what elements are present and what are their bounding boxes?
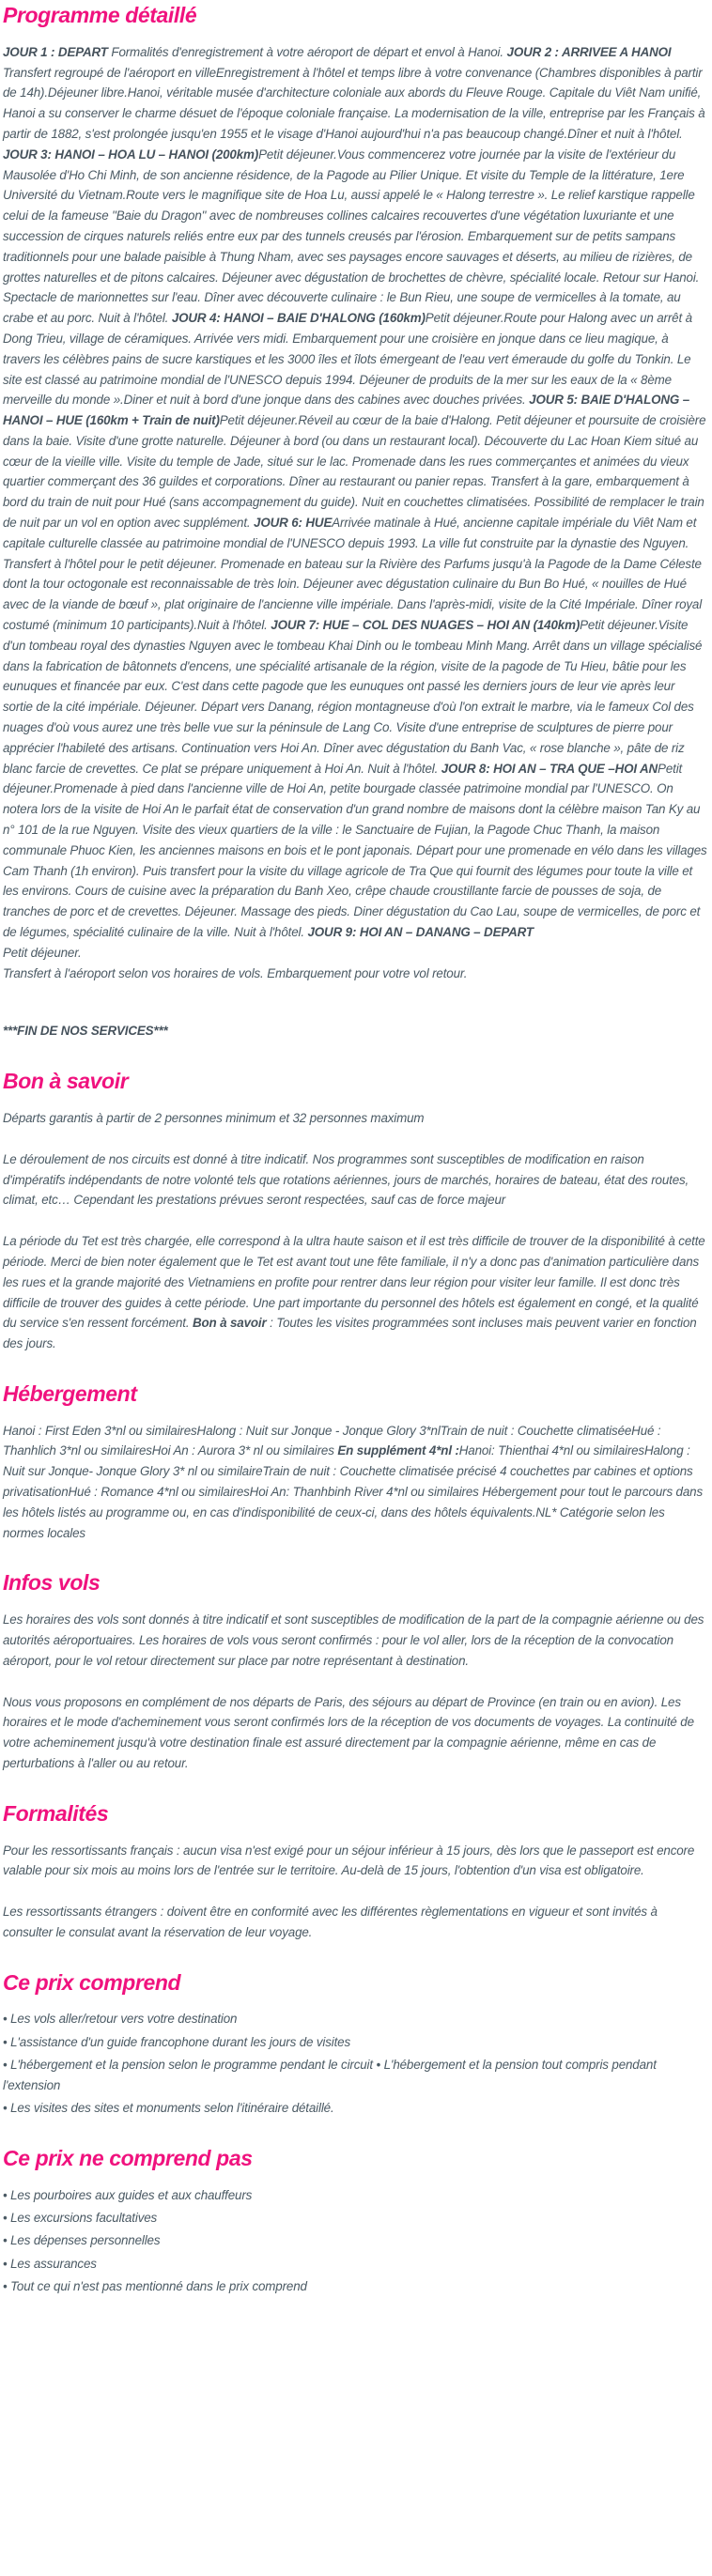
- bold-text: JOUR 4: HANOI – BAIE D'HALONG (160km): [171, 311, 426, 326]
- bold-text: JOUR 2 : ARRIVEE A HANOI: [506, 44, 672, 59]
- programme-itinerary-text: JOUR 1 : DEPART Formalités d'enregistrement à votre aéroport de départ et envol à Hanoi. JOUR 2 : ARRIVEE A HANOI Transfert regroupé de l'aéroport en villeEnregistrement à l'hôtel et temps libre à votre convenance (Chambres disponibles à partir de 14h).Déjeuner libre.Hanoi, véritable musée d'architecture coloniale aux abords du Fleuve Rouge. Capitale du Viêt Nam unifié, Hanoi a su conserver le charme désuet de l'époque coloniale française. La modernisation de la ville, entreprise par les Français à partir de 1882, s'est prolongée jusqu'en 1955 et le visage d'Hanoi aujourd'hui n'a pas beaucoup changé.Dîner et nuit à l'hôtel. JOUR 3: HANOI – HOA LU – HANOI (200km)Petit déjeuner.Vous commencerez votre journée par la visite de l'extérieur du Mausolée d'Ho Chi Minh, de son ancienne résidence, de la Pagode au Pilier Unique. Et visite du Temple de la littérature, 1ere Université du Vietnam.Route vers le magnifique site de Hoa Lu, aussi appelé le « Halong terrestre ». Le relief karstique rappelle celui de la fameuse "Baie du Dragon" avec de nombreuses collines calcaires recouvertes d'une végétation luxuriante et une succession de cirques naturels reliés entre eux par des tunnels creusés par l'érosion. Embarquement sur de petits sampans traditionnels pour une balade paisible à Thung Nham, avec ses paysages encore sauvages et déserts, au milieu de rizières, de grottes naturelles et de pitons calcaires. Déjeuner avec dégustation de brochettes de chèvre, spécialité locale. Retour sur Hanoi. Spectacle de marionnettes sur l'eau. Dîner avec découverte culinaire : le Bun Rieu, une soupe de vermicelles à la tomate, au crabe et au porc. Nuit à l'hôtel. JOUR 4: HANOI – BAIE D'HALONG (160km)Petit déjeuner.Route pour Halong avec un arrêt à Dong Trieu, village de céramiques. Arrivée vers midi. Embarquement pour une croisière en jonque dans ce lieu magique, à travers les célèbres pains de sucre karstiques et les 3000 îles et îlots émergeant de l'eau vert émeraude du golfe du Tonkin. Le site est classé au patrimoine mondial de l'UNESCO depuis 1994. Déjeuner de produits de la mer sur les eaux de la « 8ème merveille du monde ».Diner et nuit à bord d'une jonque dans des cabines avec douches privées. JOUR 5: BAIE D'HALONG – HANOI – HUE (160km + Train de nuit)Petit déjeuner.Réveil au cœur de la baie d'Halong. Petit déjeuner et poursuite de croisière dans la baie. Visite d'une grotte naturelle. Déjeuner à bord (ou dans un restaurant local). Découverte du Lac Hoan Kiem situé au cœur de la vieille ville. Visite du temple de Jade, situé sur le lac. Promenade dans les rues commerçantes et animées du vieux quartier commerçant des 36 guildes et corporations. Dîner au restaurant ou panier repas. Transfert à la gare, embarquement à bord du train de nuit pour Hué (sans accompagnement du guide). Nuit en couchettes climatisées. Possibilité de remplacer le train de nuit par un vol en option avec supplément. JOUR 6: HUEArrivée matinale à Hué, ancienne capitale impériale du Viêt Nam et capitale culturelle classée au patrimoine mondial de l'UNESCO depuis 1993. La ville fut construite par la dynastie des Nguyen. Transfert à l'hôtel pour le petit déjeuner. Promenade en bateau sur la Rivière des Parfums jusqu'à la Pagode de la Dame Céleste dont la tour octogonale est reconnaissable de très loin. Déjeuner avec dégustation culinaire du Bun Bo Hué, « nouilles de Hué avec de la viande de bœuf », plat originaire de l'ancienne ville impériale. Dans l'après-midi, visite de la Cité Impériale. Dîner royal costumé (minimum 10 participants).Nuit à l'hôtel. JOUR 7: HUE – COL DES NUAGES – HOI AN (140km)Petit déjeuner.Visite d'un tombeau royal des dynasties Nguyen avec le tombeau Khai Dinh ou le tombeau Minh Mang. Arrêt dans un village spécialisé dans la fabrication de bâtonnets d'encens, une spécialité artisanale de la région, visite de la pagode de Tu Hieu, bâtie pour les eunuques et financée par eux. C'est dans cette pagode que les eunuques ont passé les derniers jours de leur vie après leur sortie de la cité impériale. Déjeuner. Départ vers Danang, région montagneuse d'où l'on extrait le marbre, via le fameux Col des nuages d'où vous aurez une très belle vue sur la péninsule de Lang Co. Visite d'une entreprise de sculptures de pierre pour apprécier l'habileté des artisans. Continuation vers Hoi An. Dîner avec dégustation du Banh Vac, « rose blanche », pâte de riz blanc farcie de crevettes. Ce plat se prépare uniquement à Hoi An. Nuit à l'hôtel. JOUR 8: HOI AN – TRA QUE –HOI ANPetit déjeuner.Promenade à pied dans l'ancienne ville de Hoi An, petite bourgade classée patrimoine mondial par l'UNESCO. On notera lors de la visite de Hoi An le parfait état de conservation d'un grand nombre de maisons dont la célèbre maison Tan Ky au n° 101 de la rue Nguyen. Visite des vieux quartiers de la ville : le Sanctuaire de Fujian, la Pagode Chuc Thanh, la maison communale Phuoc Kien, les anciennes maisons en bois et le pont japonais. Départ pour une promenade en vélo dans les villages Cam Thanh (1h environ). Puis transfert pour la visite du village agricole de Tra Que qui fournit des légumes pour toute la ville et les environs. Cours de cuisine avec la préparation du Banh Xeo, crêpe chaude croustillante farcie de pousses de soja, de tranches de porc et de crevettes. Déjeuner. Massage des pieds. Diner dégustation du Cao Lau, soupe de vermicelles, de porc et de légumes, spécialité culinaire de la ville. Nuit à l'hôtel. JOUR 9: HOI AN – DANANG – DEPART Petit déjeuner. Transfert à l'aéroport selon vos horaires de vols. Embarquement pour votre vol retour.: [3, 44, 707, 980]
- section-title-ce-prix-comprend: Ce prix comprend: [3, 1969, 181, 1995]
- section-infos-vols: [3, 1569, 707, 1773]
- section-title-hebergement: Hébergement: [3, 1381, 137, 1406]
- list-item: • L'hébergement et la pension selon le programme pendant le circuit • L'hébergement et la pension tout compris pendant l'extension: [3, 2058, 657, 2092]
- section-programme-detaille: [3, 2, 707, 1041]
- section-title-programme-detaille: Programme détaillé: [3, 3, 197, 27]
- bold-text: JOUR 7: HUE – COL DES NUAGES – HOI AN (140km): [271, 618, 580, 633]
- bon-a-savoir-deroulement: Le déroulement de nos circuits est donné à titre indicatif. Nos programmes sont susceptibles de modification en raison d'impératifs indépendants de notre volonté tels que rotations aériennes, jours de marchés, horaires de bateau, état des routes, climat, etc… Cependant les prestations prévues seront respectées, sauf cas de force majeur: [3, 1151, 689, 1208]
- bold-text: JOUR 8: HOI AN – TRA QUE –HOI AN: [441, 761, 658, 776]
- bold-text: JOUR 3: HANOI – HOA LU – HANOI (200km): [3, 147, 259, 162]
- itinerary-document: [3, 2, 707, 2297]
- section-formalites: [3, 1800, 707, 1943]
- list-item: • Les visites des sites et monuments selon l'itinéraire détaillé.: [3, 2101, 334, 2116]
- formalites-etrangers: Les ressortissants étrangers : doivent être en conformité avec les différentes règlementations en vigueur et sont invités à consulter le consulat avant la réservation de leur voyage.: [3, 1905, 658, 1939]
- section-ce-prix-comprend: [3, 1969, 707, 2119]
- section-title-bon-a-savoir: Bon à savoir: [3, 1069, 129, 1094]
- section-hebergement: [3, 1381, 707, 1544]
- section-bon-a-savoir: [3, 1068, 707, 1354]
- list-item: • Les excursions facultatives: [3, 2211, 158, 2225]
- list-item: • Tout ce qui n'est pas mentionné dans le prix comprend: [3, 2278, 307, 2293]
- bold-text: JOUR 1 : DEPART: [3, 44, 112, 59]
- infos-vols-horaires: Les horaires des vols sont donnés à titre indicatif et sont susceptibles de modification de la part de la compagnie aérienne ou des autorités aéroportuaires. Les horaires de vols vous seront confirmés : pour le vol aller, lors de la réception de la convocation aéroport, pour le vol retour directement sur place par notre représentant à destination.: [3, 1612, 704, 1668]
- list-item: • Les pourboires aux guides et aux chauffeurs: [3, 2187, 253, 2202]
- fin-de-nos-services-line: ***FIN DE NOS SERVICES***: [3, 1024, 168, 1039]
- list-item: • Les dépenses personnelles: [3, 2233, 161, 2248]
- section-title-formalites: Formalités: [3, 1800, 109, 1826]
- bold-text: JOUR 6: HUE: [254, 516, 333, 531]
- list-item: • Les assurances: [3, 2256, 97, 2271]
- bon-a-savoir-departs-garantis: Départs garantis à partir de 2 personnes minimum et 32 personnes maximum: [3, 1110, 425, 1125]
- bold-text: Bon à savoir: [192, 1316, 267, 1331]
- bon-a-savoir-periode-tet: La période du Tet est très chargée, elle correspond à la ultra haute saison et il est très difficile de trouver de la disponibilité à cette période. Merci de bien noter également que le Tet est avant tout une fête familiale, il n'y a donc pas d'animation particulière dans les rues et la grande majorité des Vietnamiens en profite pour rentrer dans leur région pour visiter leur famille. Il est donc très difficile de trouver des guides à cette période. Une part importante du personnel des hôtels est également en congé, et la qualité du service s'en ressent forcément. Bon à savoir : Toutes les visites programmées sont incluses mais peuvent varier en fonction des jours.: [3, 1234, 705, 1351]
- bold-text: JOUR 9: HOI AN – DANANG – DEPART: [307, 925, 534, 940]
- section-title-ce-prix-ne-comprend-pas: Ce prix ne comprend pas: [3, 2145, 253, 2170]
- infos-vols-province: Nous vous proposons en complément de nos départs de Paris, des séjours au départ de Province (en train ou en avion). Les horaires et le mode d'acheminement vous seront confirmés lors de la réception de vos documents de voyages. La continuité de votre acheminement jusqu'à votre destination finale est assuré directement par la compagnie aérienne, même en cas de perturbations à l'aller ou au retour.: [3, 1694, 694, 1770]
- prix-comprend-list: [3, 2009, 707, 2118]
- formalites-francais: Pour les ressortissants français : aucun visa n'est exigé pour un séjour inférieur à 15 jours, dès lors que le passeport est encore valable pour six mois au moins lors de l'entrée sur le territoire. Au-delà de 15 jours, l'obtention d'un visa est obligatoire.: [3, 1843, 695, 1878]
- section-ce-prix-ne-comprend-pas: [3, 2145, 707, 2297]
- list-item: • L'assistance d'un guide francophone durant les jours de visites: [3, 2034, 351, 2049]
- bold-text: JOUR 5: BAIE D'HALONG – HANOI – HUE (160km + Train de nuit): [3, 393, 690, 428]
- hebergement-hotels-text: Hanoi : First Eden 3*nl ou similairesHalong : Nuit sur Jonque - Jonque Glory 3*nlTrain de nuit : Couchette climatiséeHué : Thanhlich 3*nl ou similairesHoi An : Aurora 3* nl ou similaires En supplément 4*nl :Hanoi: Thienthai 4*nl ou similairesHalong : Nuit sur Jonque- Jonque Glory 3* nl ou similaireTrain de nuit : Couchette climatisée précisé 4 couchettes par cabines et options privatisationHué : Romance 4*nl ou similairesHoi An: Thanhbinh River 4*nl ou similaires Hébergement pour tout le parcours dans les hôtels listés au programme ou, en cas d'indisponibilité de ceux-ci, dans des hôtels équivalents.NL* Catégorie selon les normes locales: [3, 1423, 703, 1540]
- prix-ne-comprend-pas-list: [3, 2185, 707, 2297]
- section-title-infos-vols: Infos vols: [3, 1570, 101, 1596]
- bold-text: En supplément 4*nl :: [337, 1443, 459, 1458]
- list-item: • Les vols aller/retour vers votre destination: [3, 2012, 238, 2027]
